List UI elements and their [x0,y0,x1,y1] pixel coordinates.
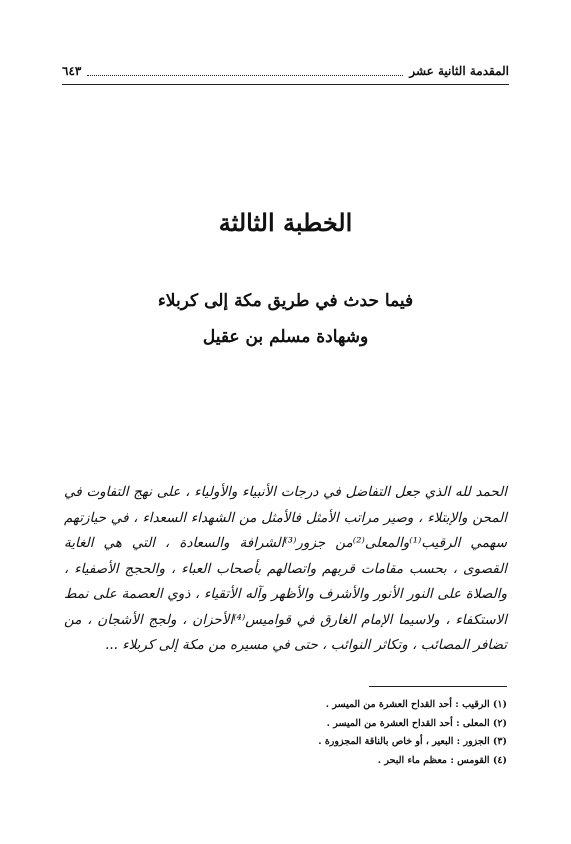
subtitle-line-1: فيما حدث في طريق مكة إلى كربلاء [157,291,414,311]
header-rule [62,84,509,85]
sermon-subtitle [0,283,571,355]
footnote-2: (٢) المعلى : أحد القداح العشرة من الميسر . [326,717,507,729]
body-paragraph: الحمد لله الذي جعل التفاضل في درجات الأنبياء والأولياء ، على نهج التفاوت في المحن والإبتلاء ، وصير مراتب الأمثل فالأمثل من الشهداء السعداء ، في حيازتهم سهمي الرقيب⁽¹⁾والمعلى⁽²⁾من جزور⁽³⁾الشرافة والسعادة ، التي هي الغاية القصوى ، بحسب مقامات قربهم واتصالهم بأصحاب العباء ، والحجج الأصفياء ، والصلاة على النور الأنور والأشرف والأظهر وآله الأتقياء ، ذوي العصمة على نمط الاستكفاء ، ولاسيما الإمام الغارق في قواميس⁽⁴⁾الأحزان ، ولجج الأشجان ، من تضافر المصائب ، وتكاثر النوائب ، حتى في مسيره من مكة إلى كربلاء ... [64,484,508,653]
page-number: ٦٤٣ [62,64,82,78]
header-section-title: المقدمة الثانية عشر [409,64,509,78]
header-leader-dots [87,67,403,76]
running-header [62,60,509,82]
footnote-1: (١) الرقيب : أحد القداح العشرة من الميسر . [325,699,507,710]
subtitle-line-2: وشهادة مسلم بن عقيل [202,327,369,347]
footnote-4: (٤) القومس : معظم ماء البحر . [377,754,507,766]
footnote-rule [369,686,507,687]
footnote-3: (٣) الجزور : البعير ، أو خاص بالناقة المجزورة . [318,736,507,747]
footnotes [64,696,507,770]
sermon-title: الخطبة الثالثة [218,208,353,237]
